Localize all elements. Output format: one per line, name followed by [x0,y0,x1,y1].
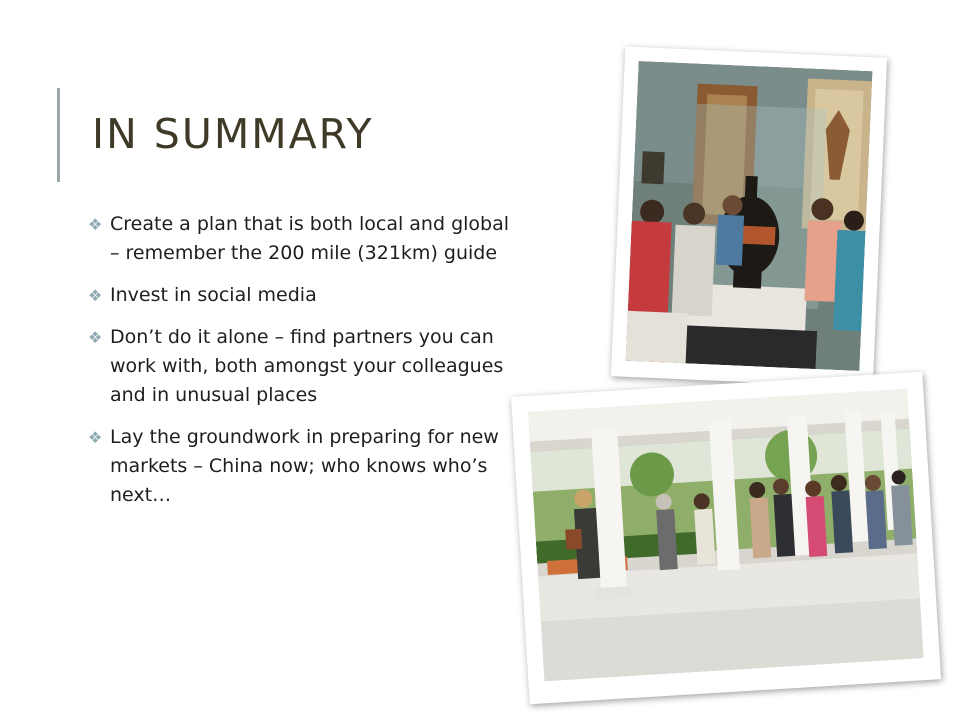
four-diamond-bullet-icon: ❖ [88,328,103,347]
bullet-text: Lay the groundwork in preparing for new markets – China now; who knows who’s next… [110,426,499,506]
bullet-list [88,210,518,523]
four-diamond-bullet-icon: ❖ [88,215,103,234]
bullet-item [88,423,518,510]
four-diamond-bullet-icon: ❖ [88,286,103,305]
slide-title: IN SUMMARY [92,110,374,158]
bullet-text: Create a plan that is both local and global – remember the 200 mile (321km) guide [110,213,510,264]
bullet-item [88,210,518,268]
bullet-text: Invest in social media [110,284,317,306]
garden-tour-photo [511,372,941,705]
bullet-item [88,281,518,310]
museum-vase-photo-image [626,61,873,371]
title-accent-rule [57,88,60,182]
bullet-item [88,323,518,410]
museum-vase-photo [611,46,887,387]
garden-tour-photo-image [528,389,924,682]
four-diamond-bullet-icon: ❖ [88,428,103,447]
bullet-text: Don’t do it alone – find partners you can work with, both amongst your colleagues and in unusual places [110,326,504,406]
